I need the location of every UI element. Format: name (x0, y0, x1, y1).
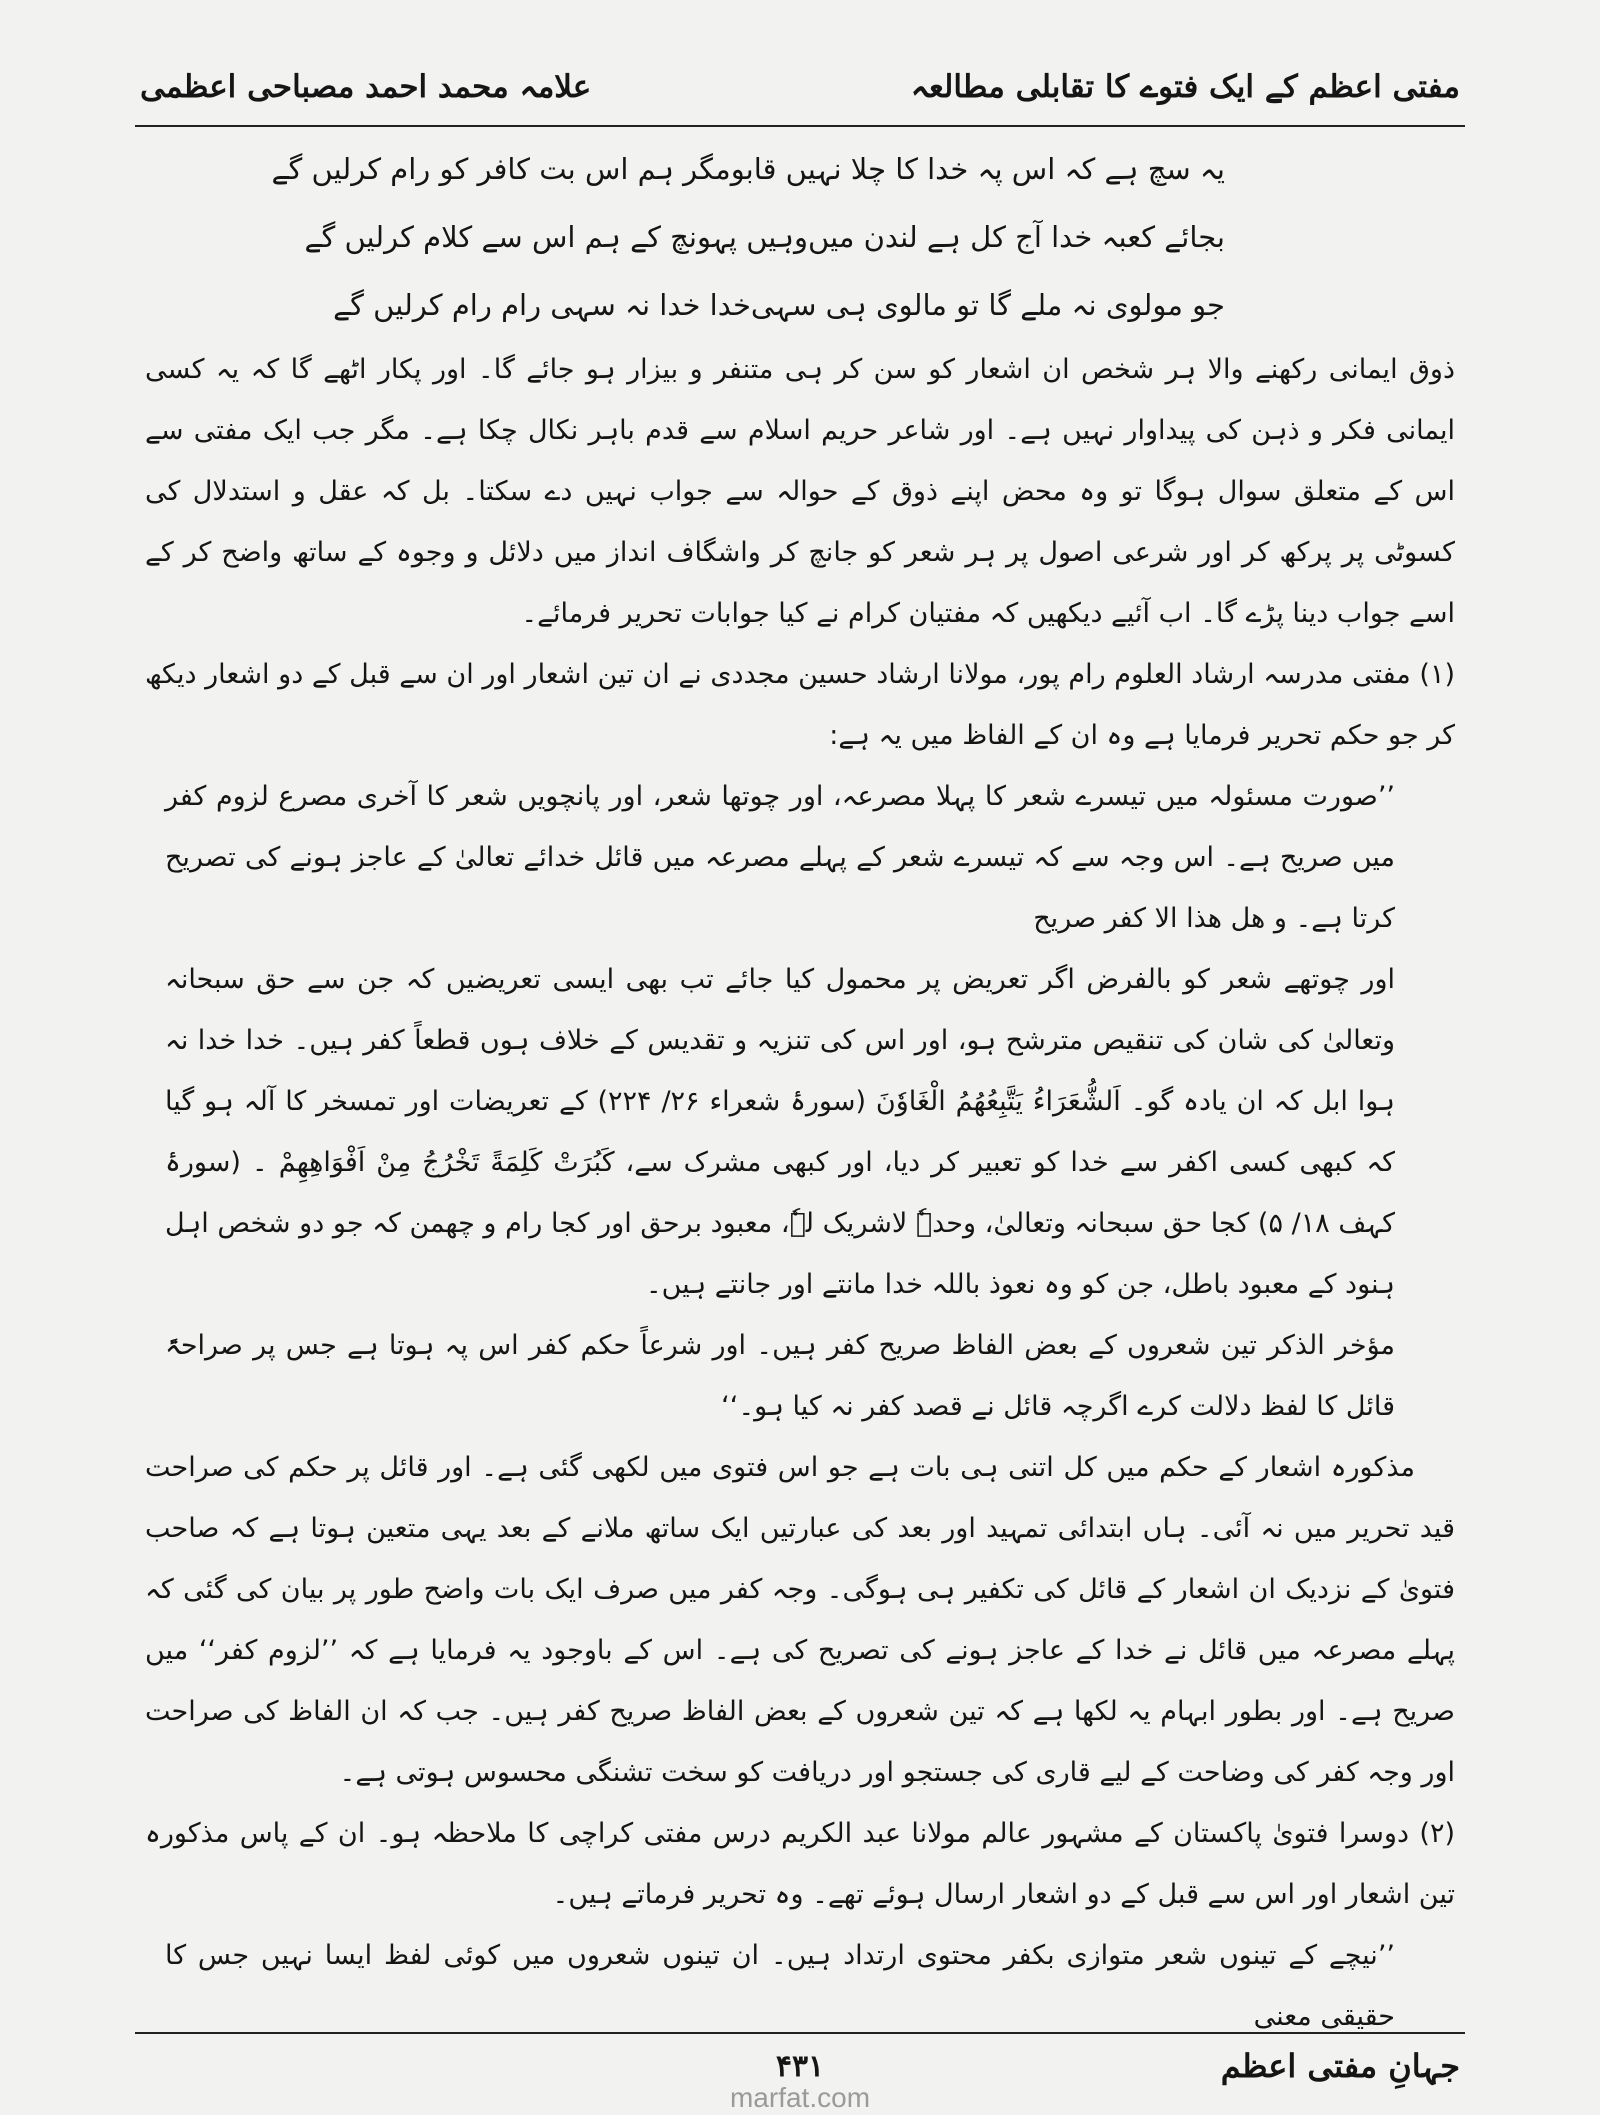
hemistich-second: خدا خدا نہ سہی رام رام کرلیں گے (333, 287, 751, 322)
author-name: علامہ محمد احمد مصباحی اعظمی (140, 69, 592, 105)
paragraph: (۲) دوسرا فتویٰ پاکستان کے مشہور عالم مولانا عبد الکریم درس مفتی کراچی کا ملاحظہ ہو۔ ان کے پاس مذکورہ تین اشعار اور اس سے قبل کے دو اشعار ارسال ہوئے تھے۔ وہ تحریر فرماتے ہیں۔ (145, 1818, 1455, 1910)
couplet (304, 203, 1225, 271)
hemistich-second: مگر ہم اس بت کافر کو رام کرلیں گے (271, 151, 731, 186)
footer-rule (135, 2032, 1465, 2034)
quoted-fatwa: ’’نیچے کے تینوں شعر متوازی بکفر محتوی ارتداد ہیں۔ ان تینوں شعروں میں کوئی لفظ ایسا نہیں جس کا حقیقی معنی (165, 1940, 1395, 2032)
poem-block (271, 135, 1225, 339)
header-rule (135, 125, 1465, 127)
couplet (333, 271, 1225, 339)
paragraph: (۱) مفتی مدرسہ ارشاد العلوم رام پور، مولانا ارشاد حسین مجددی نے ان تین اشعار اور ان سے قبل کے دو اشعار دیکھ کر جو حکم تحریر فرمایا ہے وہ ان کے الفاظ میں یہ ہے: (145, 659, 1455, 751)
hemistich-first: یہ سچ ہے کہ اس پہ خدا کا چلا نہیں قابو (730, 151, 1225, 186)
site-watermark: marfat.com (729, 2082, 871, 2113)
quoted-fatwa: مؤخر الذکر تین شعروں کے بعض الفاظ صریح کفر ہیں۔ اور شرعاً حکم کفر اس پہ ہوتا ہے جس پر صراحۃً قائل کا لفظ دلالت کرے اگرچہ قائل نے قصد کفر نہ کیا ہو۔‘‘ (165, 1330, 1395, 1422)
couplet (271, 135, 1225, 203)
quoted-fatwa: ’’صورت مسئولہ میں تیسرے شعر کا پہلا مصرعہ، اور چوتھا شعر، اور پانچویں شعر کا آخری مصرع لزوم کفر میں صریح ہے۔ اس وجہ سے کہ تیسرے شعر کے پہلے مصرعہ میں قائل خدائے تعالیٰ کے عاجز ہونے کی تصریح کرتا ہے۔ و هل هذا الا كفر صريح (165, 781, 1395, 934)
page-number: ۴۳۱ (775, 2048, 825, 2084)
hemistich-second: وہیں پہونچ کے ہم اس سے کلام کرلیں گے (304, 219, 809, 254)
quoted-fatwa: اور چوتھے شعر کو بالفرض اگر تعریض پر محمول کیا جائے تب بھی ایسی تعریضیں کہ جن سے حق سبحانہ وتعالیٰ کی شان کی تنقیص مترشح ہو، اور اس کی تنزیہ و تقدیس کے خلاف ہوں قطعاً کفر ہیں۔ خدا خدا نہ ہوا ابل کہ ان یادہ گو۔ اَلشُّعَرَاءُ یَتَّبِعُهُمُ الْغَاوٗنَ (سورۂ شعراء ۲۶/ ۲۲۴) کے تعریضات اور تمسخر کا آلہ ہو گیا کہ کبھی کسی اکفر سے خدا کو تعبیر کر دیا، اور کبھی مشرک سے، كَبُرَتْ كَلِمَةً تَخْرُجُ مِنْ اَفْوَاهِهِمْ ۔ (سورۂ کہف ۱۸/ ۵) کجا حق سبحانہ وتعالیٰ، وحدہٗ لاشریک لہٗ، معبود برحق اور کجا رام و چھمن کہ جو دو شخص اہل ہنود کے معبود باطل، جن کو وہ نعوذ باللہ خدا مانتے اور جانتے ہیں۔ (165, 964, 1395, 1300)
hemistich-first: جو مولوی نہ ملے گا تو مالوی ہی سہی (750, 287, 1225, 322)
paragraph: مذکورہ اشعار کے حکم میں کل اتنی ہی بات ہے جو اس فتوی میں لکھی گئی ہے۔ اور قائل پر حکم کی صراحت قید تحریر میں نہ آئی۔ ہاں ابتدائی تمہید اور بعد کی عبارتیں ایک ساتھ ملانے کے بعد یہی متعین ہوتا ہے کہ صاحب فتویٰ کے نزدیک ان اشعار کے قائل کی تکفیر ہی ہوگی۔ وجہ کفر میں صرف ایک بات واضح طور پر بیان کی گئی کہ پہلے مصرعہ میں قائل نے خدا کے عاجز ہونے کی تصریح کی ہے۔ اس کے باوجود یہ فرمایا ہے کہ ’’لزوم کفر‘‘ میں صریح ہے۔ اور بطور ابہام یہ لکھا ہے کہ تین شعروں کے بعض الفاظ صریح کفر ہیں۔ جب کہ ان الفاظ کی صراحت اور وجہ کفر کی وضاحت کے لیے قاری کی جستجو اور دریافت کو سخت تشنگی محسوس ہوتی ہے۔ (145, 1452, 1455, 1788)
page-body (145, 135, 1455, 2032)
running-title: مفتی اعظم کے ایک فتوے کا تقابلی مطالعہ (910, 69, 1460, 105)
paragraph: ذوق ایمانی رکھنے والا ہر شخص ان اشعار کو سن کر ہی متنفر و بیزار ہو جائے گا۔ اور پکار اٹھے گا کہ یہ کسی ایمانی فکر و ذہن کی پیداوار نہیں ہے۔ اور شاعر حریم اسلام سے قدم باہر نکال چکا ہے۔ مگر جب ایک مفتی سے اس کے متعلق سوال ہوگا تو وہ محض اپنے ذوق کے حوالہ سے جواب نہیں دے سکتا۔ بل کہ عقل و استدلال کی کسوٹی پر پرکھ کر اور شرعی اصول پر ہر شعر کو جانچ کر واشگاف انداز میں دلائل و وجوہ کے ساتھ واضح کر کے اسے جواب دینا پڑے گا۔ اب آئیے دیکھیں کہ مفتیان کرام نے کیا جوابات تحریر فرمائے۔ (145, 354, 1455, 629)
hemistich-first: بجائے کعبہ خدا آج کل ہے لندن میں (808, 219, 1225, 254)
page-header (140, 52, 1460, 122)
publication-title: جہانِ مفتی اعظم (1220, 2047, 1460, 2085)
